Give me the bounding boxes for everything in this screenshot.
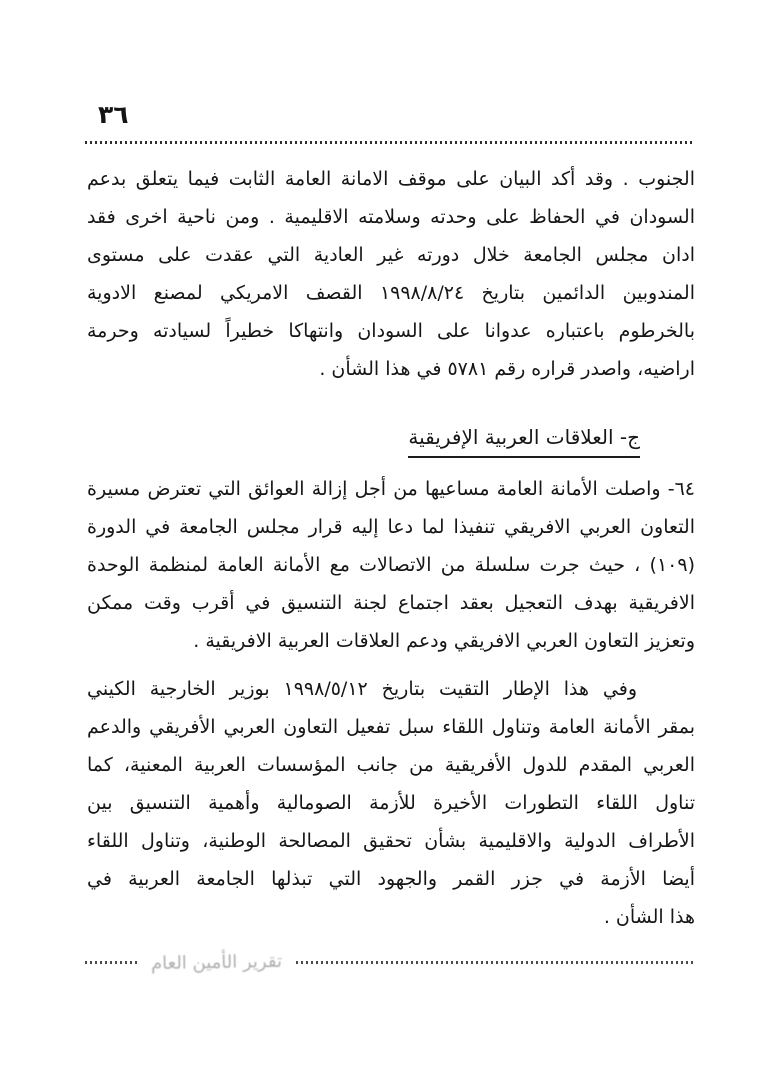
section-heading-text: ج- العلاقات العربية الإفريقية bbox=[408, 422, 640, 458]
text-line: بمقر الأمانة العامة وتناول اللقاء سبل تفعيل التعاون العربي الأفريقي والدعم bbox=[87, 716, 695, 738]
section-heading-arab-african-relations bbox=[87, 422, 640, 458]
item-number: ٦٤- bbox=[660, 478, 695, 500]
footer-stamp-text: تقرير الأمين العام bbox=[150, 950, 283, 975]
text-line: المندوبين الدائمين بتاريخ ١٩٩٨/٨/٢٤ القصف الامريكي لمصنع الادوية bbox=[87, 282, 695, 304]
text-blocks bbox=[87, 160, 695, 936]
footer-dotted-rule-left bbox=[85, 961, 137, 964]
paragraph-64-efforts bbox=[87, 470, 695, 660]
text-line: أيضا الأزمة في جزر القمر والجهود التي تبذلها الجامعة العربية في bbox=[87, 868, 695, 890]
text-line: الافريقية بهدف التعجيل بعقد اجتماع لجنة التنسيق في أقرب وقت ممكن bbox=[87, 592, 695, 614]
page-footer bbox=[85, 952, 695, 973]
text-line: العربي المقدم للدول الأفريقية من جانب المؤسسات العربية المعنية، كما bbox=[87, 754, 695, 776]
paragraph-sudan-support bbox=[87, 160, 695, 388]
text-line: الأطراف الدولية والاقليمية بشأن تحقيق المصالحة الوطنية، وتناول اللقاء bbox=[87, 830, 695, 852]
text-line: وتعزيز التعاون العربي الافريقي ودعم العلاقات العربية الافريقية . bbox=[193, 630, 695, 652]
paragraph-kenya-meeting bbox=[87, 670, 695, 936]
text-line: وفي هذا الإطار التقيت بتاريخ ١٩٩٨/٥/١٢ بوزير الخارجية الكيني bbox=[87, 678, 638, 700]
text-line: الجنوب . وقد أكد البيان على موقف الامانة العامة الثابت فيما يتعلق بدعم bbox=[87, 168, 695, 190]
text-line: بالخرطوم باعتباره عدوانا على السودان وانتهاكا خطيراً لسيادته وحرمة bbox=[87, 320, 695, 342]
text-line: (١٠٩) ، حيث جرت سلسلة من الاتصالات مع الأمانة العامة لمنظمة الوحدة bbox=[87, 554, 695, 576]
text-line: التعاون العربي الافريقي تنفيذا لما دعا إليه قرار مجلس الجامعة في الدورة bbox=[87, 516, 695, 538]
text-line: السودان في الحفاظ على وحدته وسلامته الاقليمية . ومن ناحية اخرى فقد bbox=[87, 206, 695, 228]
text-line: اراضيه، واصدر قراره رقم ٥٧٨١ في هذا الشأن . bbox=[319, 358, 695, 380]
top-dotted-rule bbox=[85, 141, 695, 144]
text-line: ٦٤- واصلت الأمانة العامة مساعيها من أجل إزالة العوائق التي تعترض مسيرة bbox=[87, 478, 695, 500]
text-line: هذا الشأن . bbox=[603, 906, 695, 928]
text-line: تناول اللقاء التطورات الأخيرة للأزمة الصومالية وأهمية التنسيق بين bbox=[87, 792, 695, 814]
page-number: ٣٦ bbox=[98, 100, 129, 129]
footer-dotted-rule-right bbox=[296, 961, 695, 964]
text-line: ادان مجلس الجامعة خلال دورته غير العادية التي عقدت على مستوى bbox=[87, 244, 695, 266]
